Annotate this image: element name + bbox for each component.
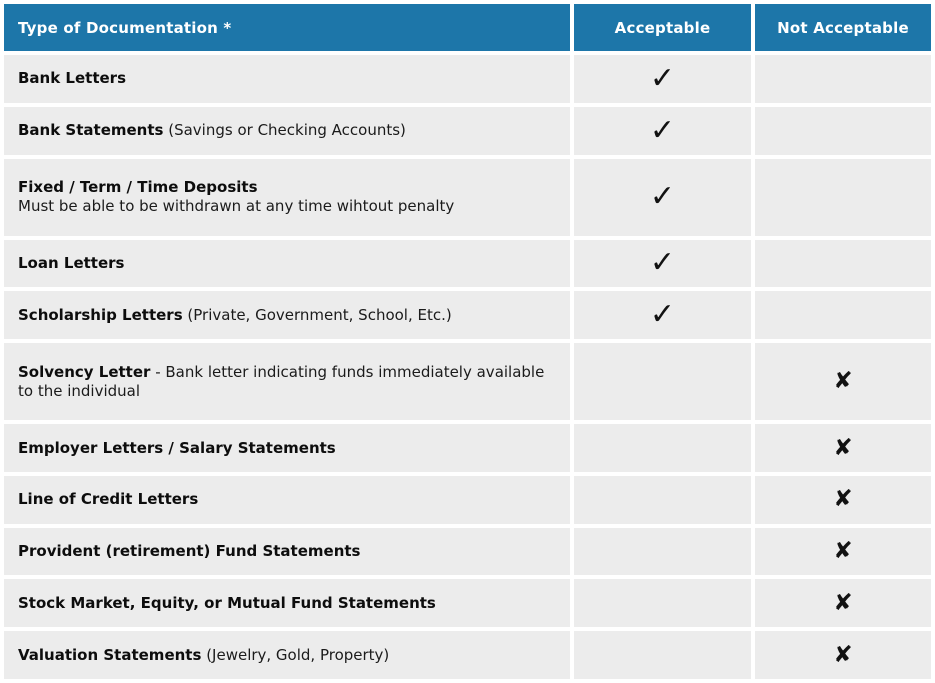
header-type-of-documentation: Type of Documentation * xyxy=(4,4,570,51)
documentation-cell xyxy=(4,240,570,288)
cross-icon: ✘ xyxy=(833,538,853,565)
not-acceptable-cell xyxy=(755,107,931,155)
not-acceptable-cell xyxy=(755,159,931,236)
documentation-cell xyxy=(4,159,570,236)
row-detail: (Private, Government, School, Etc.) xyxy=(187,305,452,324)
documentation-cell xyxy=(4,107,570,155)
row-title: Provident (retirement) Fund Statements xyxy=(18,542,361,561)
not-acceptable-cell xyxy=(755,579,931,627)
row-title: Bank Letters xyxy=(18,69,127,88)
not-acceptable-cell xyxy=(755,631,931,679)
acceptable-cell xyxy=(574,240,751,288)
row-title: Solvency Letter xyxy=(18,362,151,381)
check-icon: ✓ xyxy=(649,112,676,148)
documentation-cell xyxy=(4,55,570,103)
acceptable-cell xyxy=(574,631,751,679)
row-detail: Must be able to be withdrawn at any time wihtout penalty xyxy=(18,197,455,216)
header-acceptable: Acceptable xyxy=(574,4,751,51)
table-row xyxy=(4,107,931,155)
table-row xyxy=(4,343,931,420)
documentation-cell xyxy=(4,476,570,524)
table-row xyxy=(4,55,931,103)
row-title: Line of Credit Letters xyxy=(18,490,199,509)
acceptable-cell xyxy=(574,55,751,103)
cross-icon: ✘ xyxy=(833,641,853,668)
documentation-cell xyxy=(4,291,570,339)
row-title: Valuation Statements xyxy=(18,645,202,664)
check-icon: ✓ xyxy=(649,179,676,215)
not-acceptable-cell xyxy=(755,55,931,103)
row-detail: - Bank letter indicating funds immediately available to the individual xyxy=(18,362,545,400)
row-detail: (Jewelry, Gold, Property) xyxy=(206,645,390,664)
check-icon: ✓ xyxy=(649,297,676,333)
not-acceptable-cell xyxy=(755,528,931,576)
not-acceptable-cell xyxy=(755,476,931,524)
acceptable-cell xyxy=(574,476,751,524)
cross-icon: ✘ xyxy=(833,368,853,395)
row-title: Loan Letters xyxy=(18,253,125,272)
cross-icon: ✘ xyxy=(833,434,853,461)
documentation-cell xyxy=(4,528,570,576)
cross-icon: ✘ xyxy=(833,486,853,513)
table-row xyxy=(4,631,931,679)
documentation-cell xyxy=(4,424,570,472)
row-title: Employer Letters / Salary Statements xyxy=(18,438,336,457)
check-icon: ✓ xyxy=(649,245,676,281)
documentation-cell xyxy=(4,579,570,627)
row-title: Bank Statements xyxy=(18,121,164,140)
acceptable-cell xyxy=(574,528,751,576)
row-title: Stock Market, Equity, or Mutual Fund Statements xyxy=(18,593,436,612)
acceptable-cell xyxy=(574,107,751,155)
not-acceptable-cell xyxy=(755,343,931,420)
row-title: Scholarship Letters xyxy=(18,305,183,324)
table-row xyxy=(4,240,931,288)
header-not-acceptable: Not Acceptable xyxy=(755,4,931,51)
check-icon: ✓ xyxy=(649,60,676,96)
cross-icon: ✘ xyxy=(833,589,853,616)
acceptable-cell xyxy=(574,291,751,339)
table-row xyxy=(4,159,931,236)
acceptable-cell xyxy=(574,424,751,472)
acceptable-cell xyxy=(574,159,751,236)
header-row xyxy=(4,4,931,51)
acceptable-cell xyxy=(574,579,751,627)
table-row xyxy=(4,291,931,339)
table-row xyxy=(4,528,931,576)
table-row xyxy=(4,579,931,627)
documentation-cell xyxy=(4,343,570,420)
table-row xyxy=(4,424,931,472)
not-acceptable-cell xyxy=(755,424,931,472)
documentation-cell xyxy=(4,631,570,679)
table-row xyxy=(4,476,931,524)
row-detail: (Savings or Checking Accounts) xyxy=(168,121,406,140)
acceptable-cell xyxy=(574,343,751,420)
row-title: Fixed / Term / Time Deposits xyxy=(18,178,258,197)
not-acceptable-cell xyxy=(755,291,931,339)
not-acceptable-cell xyxy=(755,240,931,288)
